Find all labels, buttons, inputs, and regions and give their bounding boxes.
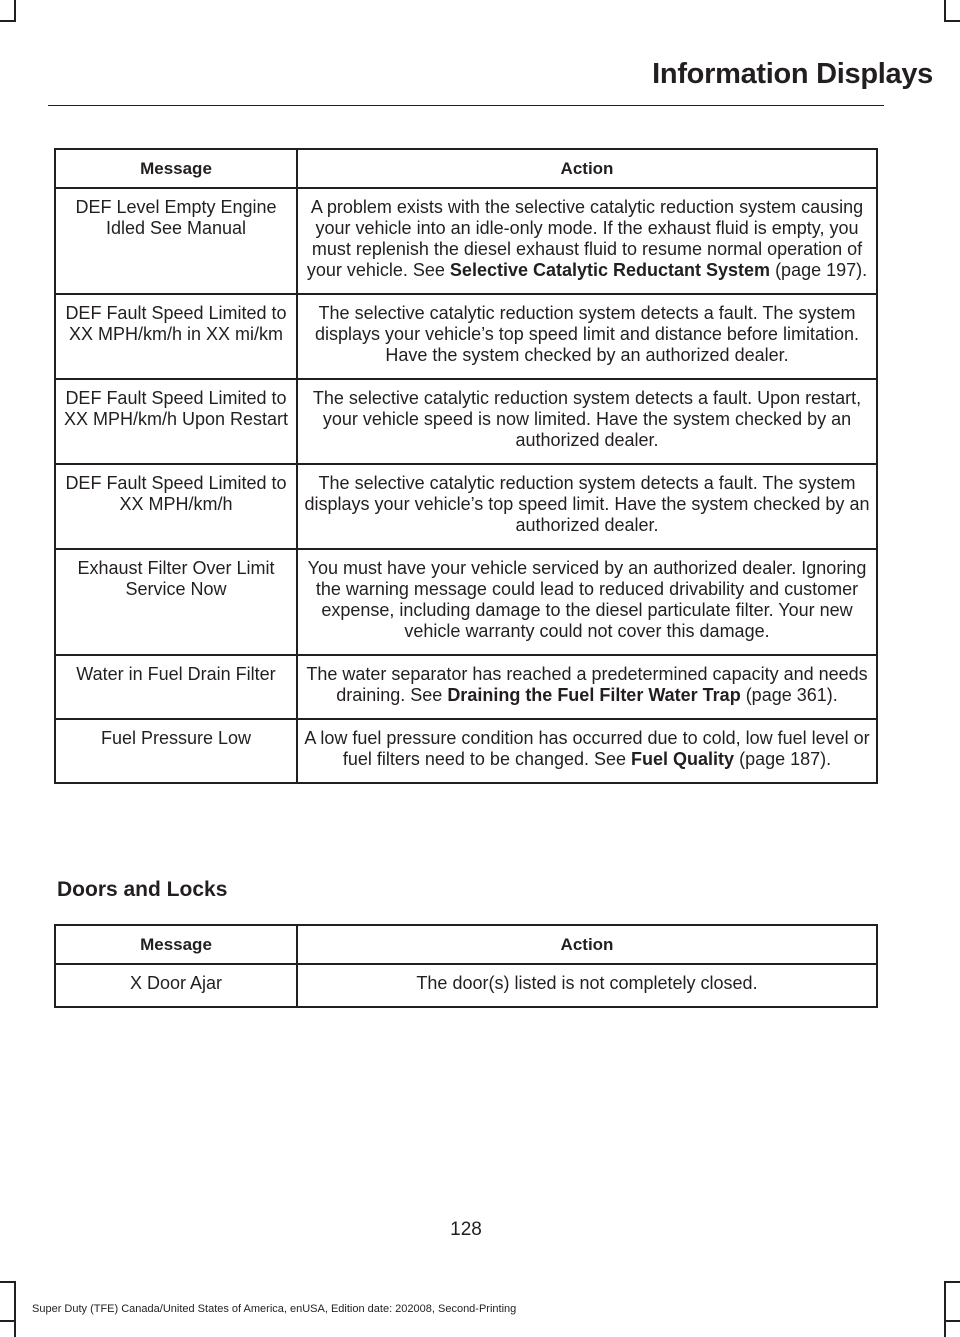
message-cell: Water in Fuel Drain Filter (55, 655, 297, 719)
header-message: Message (55, 925, 297, 964)
page-reference: (page 361). (740, 685, 838, 705)
crop-mark (14, 0, 16, 22)
table-header-row (55, 149, 877, 188)
action-cell (297, 655, 877, 719)
action-cell: The selective catalytic reduction system detects a fault. Upon restart, your vehicle speed is now limited. Have the system checked by an authorized dealer. (297, 379, 877, 464)
message-cell: DEF Fault Speed Limited to XX MPH/km/h (55, 464, 297, 549)
table-row (55, 379, 877, 464)
messages-table (54, 148, 878, 784)
message-cell: DEF Fault Speed Limited to XX MPH/km/h in XX mi/km (55, 294, 297, 379)
message-cell: Exhaust Filter Over Limit Service Now (55, 549, 297, 655)
page-reference: (page 187). (734, 749, 832, 769)
cross-reference-link[interactable]: Fuel Quality (631, 749, 735, 769)
crop-mark (0, 20, 14, 22)
action-cell (297, 719, 877, 783)
table-row (55, 188, 877, 294)
action-cell: The door(s) listed is not completely closed. (297, 964, 877, 1007)
action-text: The water separator has reached a predetermined capacity and needs draining. See (306, 664, 868, 705)
table-row (55, 719, 877, 783)
action-text: A problem exists with the selective catalytic reduction system causing your vehicle into an idle-only mode. If the exhaust fluid is empty, you must replenish the diesel exhaust fluid to resume normal operation of your vehicle. See (306, 197, 864, 280)
header-action: Action (297, 925, 877, 964)
message-cell: Fuel Pressure Low (55, 719, 297, 783)
cross-reference-link[interactable]: Selective Catalytic Reductant System (449, 260, 771, 280)
page-number: 128 (450, 1219, 482, 1240)
table-row (55, 655, 877, 719)
crop-mark (946, 1281, 960, 1283)
page-title: Information Displays (652, 58, 933, 90)
crop-mark (0, 1320, 14, 1322)
crop-mark (946, 1320, 960, 1322)
action-cell: The selective catalytic reduction system detects a fault. The system displays your vehicle’s top speed limit. Have the system checked by an authorized dealer. (297, 464, 877, 549)
table-header-row (55, 925, 877, 964)
page-reference: (page 197). (770, 260, 868, 280)
table-row (55, 549, 877, 655)
action-text: A low fuel pressure condition has occurred due to cold, low fuel level or fuel filters need to be changed. See (304, 728, 870, 769)
footer-text: Super Duty (TFE) Canada/United States of America, enUSA, Edition date: 202008, Second-Printing (32, 1303, 517, 1315)
doors-locks-table (54, 924, 878, 1008)
crop-mark (0, 1281, 14, 1283)
message-cell: DEF Level Empty Engine Idled See Manual (55, 188, 297, 294)
message-cell: X Door Ajar (55, 964, 297, 1007)
cross-reference-link[interactable]: Draining the Fuel Filter Water Trap (447, 685, 741, 705)
action-cell: You must have your vehicle serviced by an authorized dealer. Ignoring the warning message could lead to reduced drivability and customer expense, including damage to the diesel particulate filter. Your new vehicle warranty could not cover this damage. (297, 549, 877, 655)
action-cell: The selective catalytic reduction system detects a fault. The system displays your vehicle’s top speed limit and distance before limitation. Have the system checked by an authorized dealer. (297, 294, 877, 379)
crop-mark (946, 20, 960, 22)
header-rule (48, 105, 884, 106)
action-cell (297, 188, 877, 294)
header-action: Action (297, 149, 877, 188)
header-message: Message (55, 149, 297, 188)
crop-mark (14, 1281, 16, 1337)
crop-mark (944, 0, 946, 22)
crop-mark (944, 1281, 946, 1337)
table-row (55, 294, 877, 379)
table-row (55, 464, 877, 549)
message-cell: DEF Fault Speed Limited to XX MPH/km/h Upon Restart (55, 379, 297, 464)
table-row (55, 964, 877, 1007)
section-heading: Doors and Locks (57, 878, 228, 901)
